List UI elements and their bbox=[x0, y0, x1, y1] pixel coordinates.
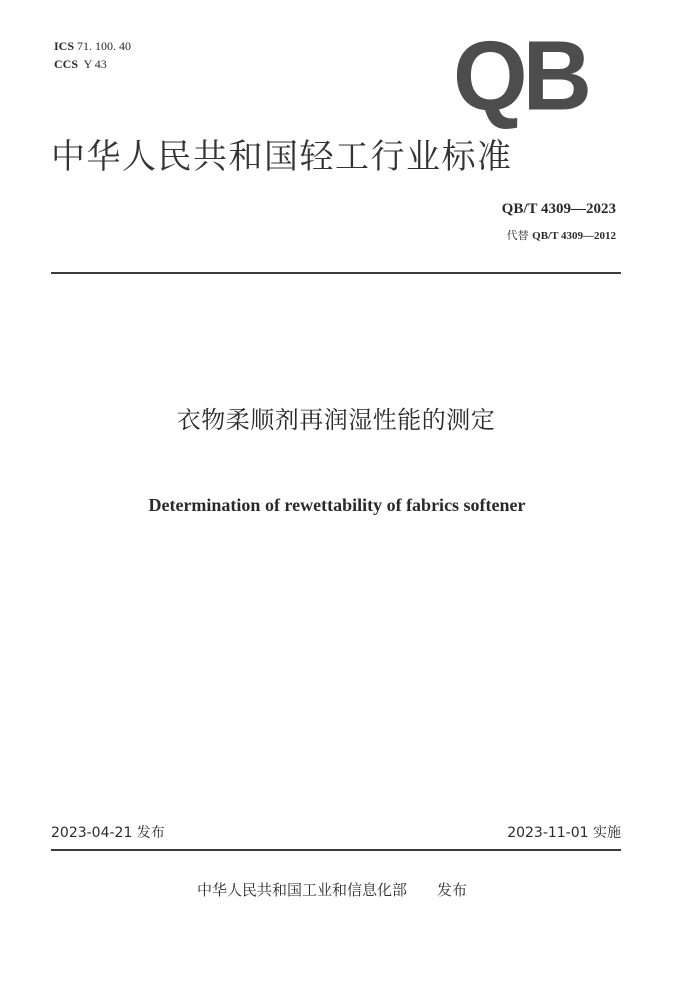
publisher: 中华人民共和国工业和信息化部 发布 bbox=[196, 881, 467, 899]
bottom-divider bbox=[51, 849, 621, 851]
standard-code bbox=[426, 200, 616, 218]
ccs-value: Y 43 bbox=[83, 57, 107, 71]
ccs-code bbox=[54, 57, 107, 71]
ics-code bbox=[54, 39, 131, 53]
replaces-code: QB/T 4309—2012 bbox=[532, 230, 616, 242]
standard-code-text: QB/T 4309—2023 bbox=[501, 201, 616, 217]
document-title-zh: 衣物柔顺剂再润湿性能的测定 bbox=[176, 406, 496, 434]
replaces-label: 代替 bbox=[506, 229, 529, 242]
issue-date: 2023-04-21 发布 bbox=[51, 825, 165, 841]
replaces-line bbox=[426, 229, 616, 243]
ccs-label: CCS bbox=[54, 57, 79, 71]
ics-value: 71. 100. 40 bbox=[77, 39, 132, 53]
document-title-en: Determination of rewettability of fabrics softener bbox=[148, 495, 526, 515]
top-divider bbox=[51, 272, 621, 274]
ics-label: ICS bbox=[54, 39, 75, 53]
implementation-date: 2023-11-01 实施 bbox=[507, 825, 621, 841]
standard-type-title: 中华人民共和国轻工行业标准 bbox=[51, 137, 513, 177]
qb-logo: QB bbox=[453, 21, 587, 131]
